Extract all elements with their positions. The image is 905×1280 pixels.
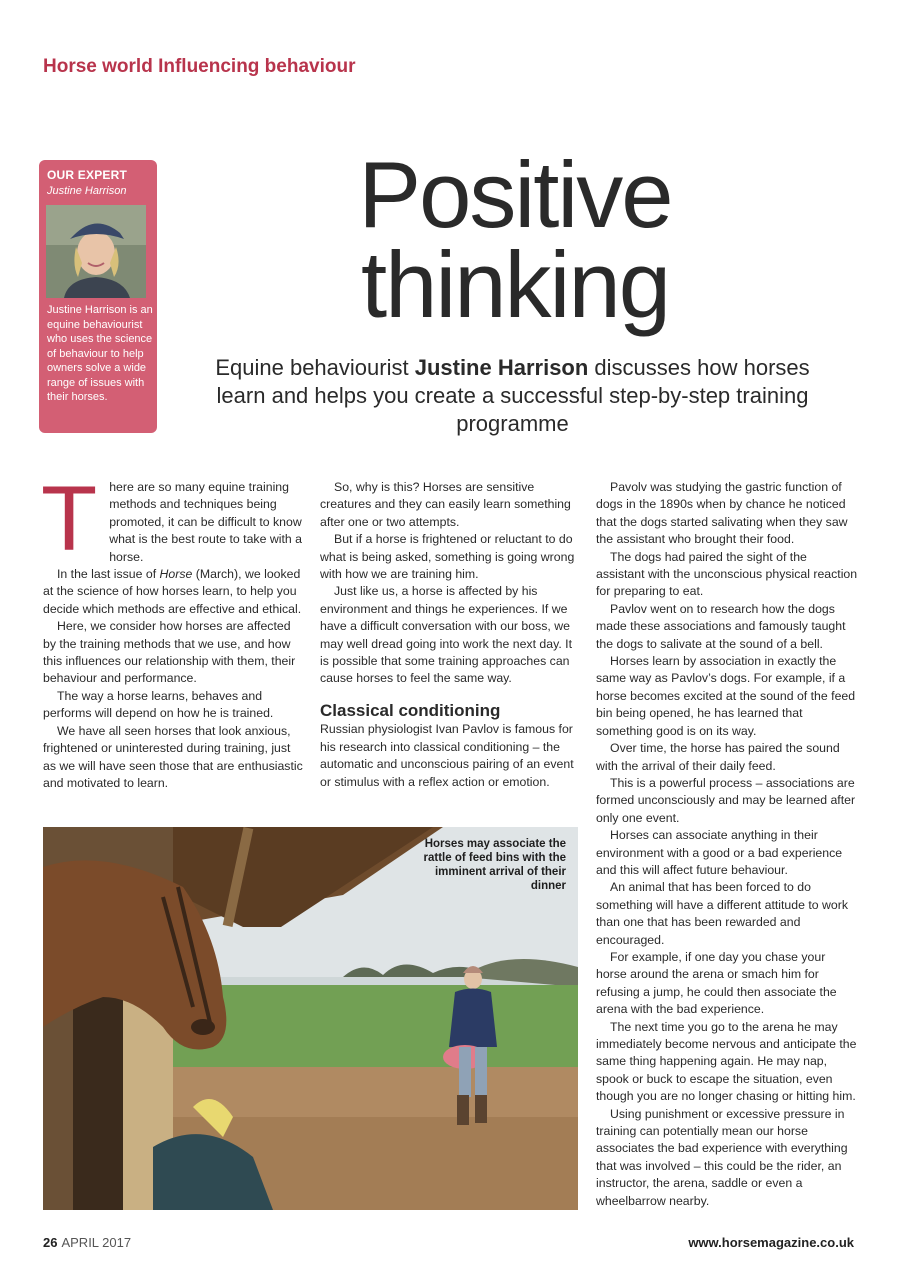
paragraph: Russian physiologist Ivan Pavlov is famous for his research into classical conditioning – the automatic and unconscious pairing of an event or stimulus with a reflex action or emotion.: [320, 722, 574, 789]
paragraph: For example, if one day you chase your horse around the arena or smach him for refusing a jump, he could then associate the arena with the bad experience.: [596, 949, 837, 1017]
expert-box: [39, 160, 157, 433]
paragraph: Over time, the horse has paired the sound with the arrival of their daily feed.: [596, 741, 840, 773]
website-url[interactable]: www.horsemagazine.co.uk: [688, 1235, 854, 1250]
title-line-2: thinking: [361, 232, 669, 337]
article-standfirst: [190, 354, 835, 438]
paragraph: Using punishment or excessive pressure in training can potentially mean our horse associates the bad experience with everything that was involved – this could be the rider, an instructor, the arena, saddle or even a wheelbarrow nearby.: [596, 1106, 848, 1208]
column-3: [596, 479, 858, 1210]
page-folio: [43, 1235, 131, 1250]
issue-date: APRIL 2017: [61, 1235, 132, 1250]
expert-photo: [46, 205, 146, 298]
paragraph: The next time you go to the arena he may immediately become nervous and anticipate the same thing happening again. He may nap, spook or buck to escape the situation, even though you are no longer chasing or hitting him.: [596, 1019, 857, 1104]
column-1: [41, 468, 303, 792]
page-number: 26: [43, 1235, 58, 1250]
section-header: Horse world Influencing behaviour: [43, 56, 356, 77]
article-photo: [43, 827, 578, 1210]
title-line-1: Positive: [358, 142, 672, 247]
paragraph: Pavolv was studying the gastric function of dogs in the 1890s when by chance he noticed that the dogs started salivating when they saw the assistant who brought their food.: [596, 480, 848, 547]
expert-title: OUR EXPERT: [47, 168, 128, 182]
paragraph: The dogs had paired the sight of the assistant with the unconscious physical reaction for preparing to eat.: [596, 549, 858, 599]
paragraph: So, why is this? Horses are sensitive creatures and they can easily learn something after one or two attempts.: [320, 480, 571, 529]
photo-caption: Horses may associate the rattle of feed bins with the imminent arrival of their dinner: [423, 838, 566, 892]
column-2: [320, 479, 580, 791]
section-heading: Classical conditioning: [320, 700, 501, 720]
paragraph: Just like us, a horse is affected by his environment and things he experiences. If we have a difficult conversation with our boss, we may well dread going into work the next day. It is possible that some training approaches can cause horses to feel the same way.: [320, 584, 572, 686]
paragraph: We have all seen horses that look anxious, frightened or uninterested during training, just as we will have seen those that are enthusiastic and motivated to learn.: [43, 723, 303, 790]
paragraph: An animal that has been forced to do something will have a different attitude to work than one that has been rewarded and encouraged.: [596, 880, 848, 947]
paragraph: Horses can associate anything in their environment with a good or a bad experience and this will affect future behaviour.: [596, 828, 843, 877]
standfirst-pre: Equine behaviourist: [215, 355, 415, 380]
paragraph: This is a powerful process – associations are formed unconsciously and may be learned after only one event.: [596, 775, 856, 825]
standfirst-author: Justine Harrison: [414, 355, 589, 380]
paragraph: There are so many equine training methods and techniques being promoted, it can be difficult to know what is the best route to take with a horse.: [41, 468, 302, 570]
drop-cap: T: [41, 468, 98, 570]
article-title: [230, 142, 800, 337]
expert-name: Justine Harrison: [47, 185, 127, 197]
expert-bio: Justine Harrison is an equine behaviourist who uses the science of behaviour to help owners solve a wide range of issues with their horses.: [47, 304, 153, 403]
paragraph: Horses learn by association in exactly the same way as Pavlov’s dogs. For example, if a horse becomes excited at the sound of the feed bin being opened, he has learned that something good is on its way.: [596, 654, 856, 738]
paragraph: Here, we consider how horses are affected by the training methods that we use, and how this influences our relationship with them, their behaviour and performance.: [43, 619, 296, 686]
paragraph: The way a horse learns, behaves and performs will depend on how he is trained.: [43, 688, 274, 721]
standfirst-post: discusses how horses learn and helps you create a successful step-by-step training programme: [216, 355, 810, 436]
paragraph: But if a horse is frightened or reluctant to do what is being asked, something is going wrong with how we are training him.: [320, 532, 575, 582]
paragraph: Pavlov went on to research how the dogs made these associations and famously taught the dogs to salivate at the sound of a bell.: [596, 601, 846, 651]
paragraph: In the last issue of Horse (March), we looked at the science of how horses learn, to help you decide which methods are effective and ethical.: [43, 567, 302, 616]
